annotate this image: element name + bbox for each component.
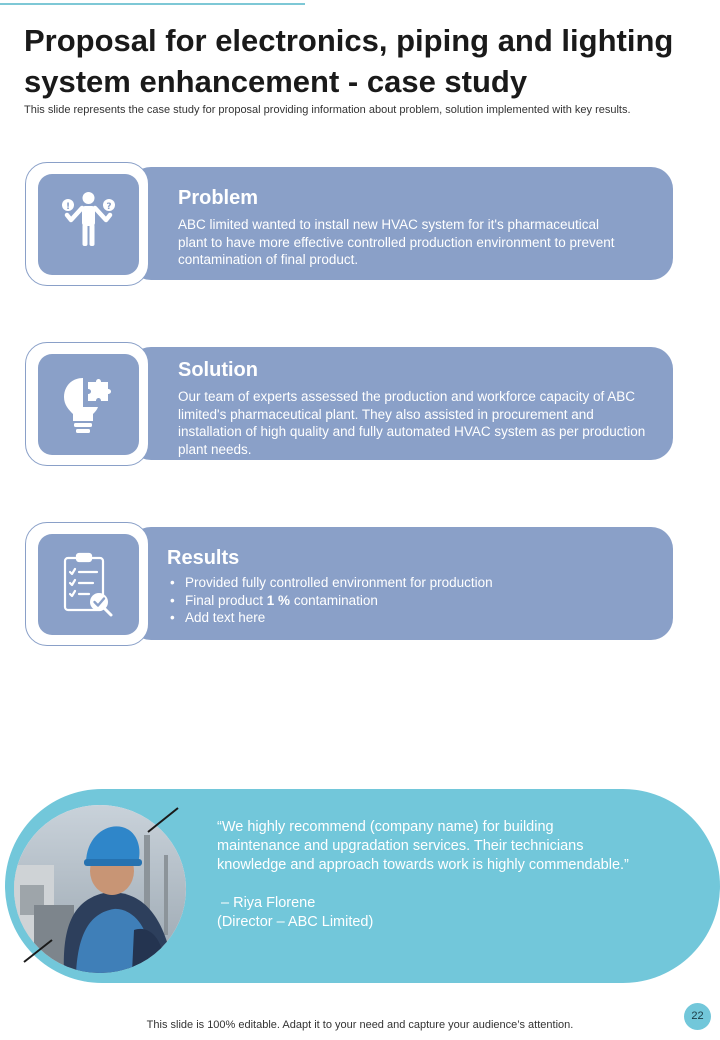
results-card	[25, 522, 673, 646]
problem-icon-tile	[38, 174, 139, 275]
results-list	[167, 574, 637, 627]
quote-text: “We highly recommend (company name) for building maintenance and upgradation services. Their technicians knowledge and approach towards work is highly commendable.”	[217, 819, 629, 873]
results-item: • Provided fully controlled environment for production	[167, 574, 637, 592]
clipboard-check-icon	[38, 534, 139, 635]
problem-icon-frame	[25, 162, 149, 286]
results-item: • Final product 1 % contamination	[167, 592, 637, 610]
results-icon-tile	[38, 534, 139, 635]
testimonial-quote	[217, 818, 637, 932]
technician-photo	[14, 805, 186, 973]
solution-icon-frame	[25, 342, 149, 466]
svg-text:?: ?	[106, 202, 112, 212]
problem-text	[178, 186, 618, 269]
footer-note: This slide is 100% editable. Adapt it to your need and capture your audience’s attention.	[146, 1019, 574, 1031]
problem-heading: Problem	[178, 187, 259, 209]
page-subtitle: This slide represents the case study for proposal providing information about problem, solution implemented with key results.	[24, 104, 631, 116]
top-accent-rule	[0, 3, 305, 5]
page-number-badge: 22	[684, 1003, 711, 1030]
results-icon-frame	[25, 522, 149, 646]
solution-heading: Solution	[178, 359, 258, 381]
quote-author-role: (Director – ABC Limited)	[217, 914, 374, 930]
results-item: • Add text here	[167, 609, 637, 627]
solution-icon-tile	[38, 354, 139, 455]
svg-text:!: !	[65, 202, 71, 212]
lightbulb-puzzle-icon	[38, 354, 139, 455]
solution-card	[25, 342, 673, 466]
quote-author: – Riya Florene	[221, 895, 316, 911]
results-text	[167, 546, 637, 627]
solution-text	[178, 358, 648, 458]
problem-body: ABC limited wanted to install new HVAC system for it's pharmaceutical plant to have more effective controlled production environment to prevent contamination of final product.	[178, 217, 615, 267]
solution-body: Our team of experts assessed the production and workforce capacity of ABC limited's pharmaceutical plant. They also assisted in procurement and installation of high quality and fully automated HVAC system as per production plant needs.	[178, 389, 646, 457]
confused-person-icon	[38, 174, 139, 275]
results-heading: Results	[167, 547, 240, 569]
problem-card	[25, 162, 673, 286]
page-title: Proposal for electronics, piping and lighting system enhancement - case study	[24, 23, 674, 99]
